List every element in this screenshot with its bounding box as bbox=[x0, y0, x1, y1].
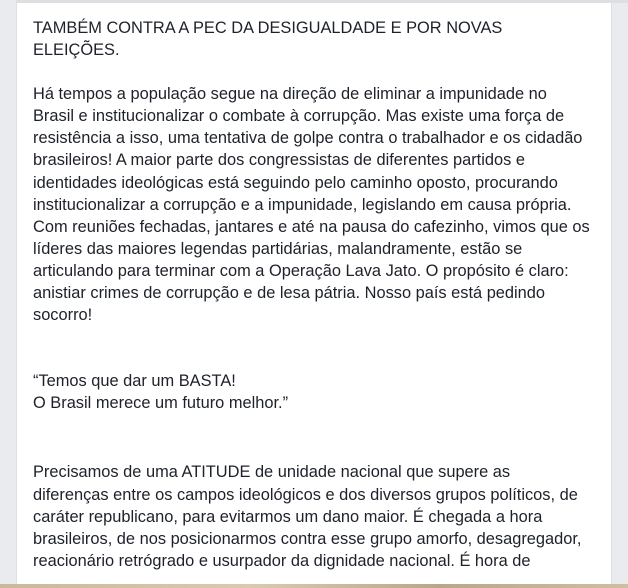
paragraph-line: articulando para terminar com a Operação Lava Jato. O propósito é claro: bbox=[33, 261, 569, 280]
paragraph-line: brasileiros! A maior parte dos congressistas de diferentes partidos e bbox=[33, 151, 525, 170]
post-title-line: TAMBÉM CONTRA A PEC DA DESIGUALDADE E POR NOVAS bbox=[33, 19, 503, 37]
bottom-taskbar-strip bbox=[0, 584, 628, 588]
post-title bbox=[33, 17, 603, 61]
paragraph-line: brasileiros, de nos posicionarmos contra esse grupo amorfo, desagregador, bbox=[33, 529, 582, 548]
paragraph-line: socorro! bbox=[33, 306, 93, 325]
paragraph-line: resistência a isso, uma tentativa de golpe contra o trabalhador e os cidadão bbox=[33, 129, 583, 148]
paragraph-line: líderes das maiores legendas partidárias, malandramente, estão se bbox=[33, 239, 523, 258]
paragraph-line: anistiar crimes de corrupção e de lesa pátria. Nosso país está pedindo bbox=[33, 284, 546, 303]
post-body-text bbox=[33, 17, 603, 572]
quote-line: O Brasil merece um futuro melhor.” bbox=[33, 394, 289, 413]
paragraph-line: reacionário retrógrado e usurpador da dignidade nacional. É hora de bbox=[33, 551, 531, 570]
paragraph-line: identidades ideológicas está seguindo pelo caminho oposto, procurando bbox=[33, 173, 558, 192]
post-quote bbox=[33, 370, 603, 414]
paragraph-line: Com reuniões fechadas, jantares e até na pausa do cafezinho, vimos que os bbox=[33, 217, 590, 236]
post-title-line: ELEIÇÕES. bbox=[33, 41, 120, 60]
paragraph-line: caráter republicano, para evitarmos um dano maior. É chegada a hora bbox=[33, 507, 543, 526]
left-gutter bbox=[0, 0, 16, 588]
paragraph-line: Precisamos de uma ATITUDE de unidade nacional que supere as bbox=[33, 463, 511, 482]
paragraph-line: institucionalizar a corrupção e a impunidade, legislando em causa própria. bbox=[33, 195, 572, 214]
post-card bbox=[16, 3, 612, 584]
paragraph-line: diferenças entre os campos ideológicos e dos diversos grupos políticos, de bbox=[33, 485, 578, 504]
post-paragraph-2 bbox=[33, 461, 603, 571]
post-paragraph-1 bbox=[33, 83, 603, 326]
quote-line: “Temos que dar um BASTA! bbox=[33, 372, 236, 391]
paragraph-line: Brasil e institucionalizar o combate à corrupção. Mas existe uma força de bbox=[33, 107, 565, 126]
paragraph-line: Há tempos a população segue na direção de eliminar a impunidade no bbox=[33, 85, 547, 104]
